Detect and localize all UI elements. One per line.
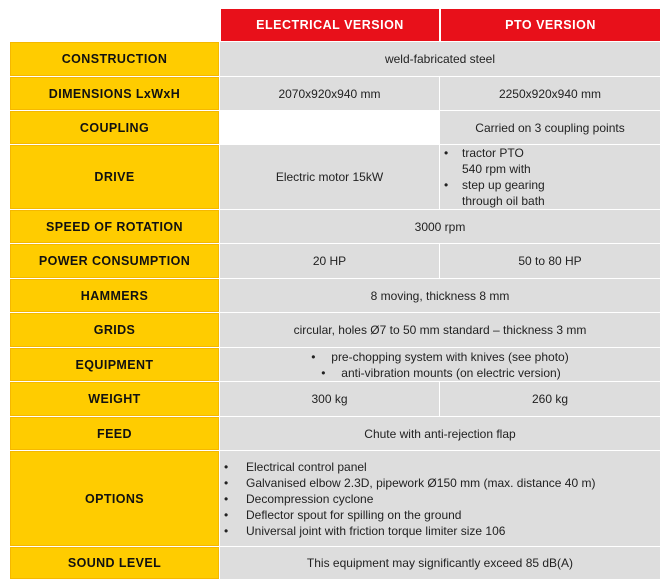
list-item: • pre-chopping system with knives (see photo) — [311, 349, 568, 365]
label-grids: GRIDS — [10, 313, 220, 348]
value-power-pto: 50 to 80 HP — [440, 244, 661, 279]
drive-item-line: through oil bath — [462, 194, 545, 208]
drive-item-line: • tractor PTO — [462, 146, 524, 160]
row-coupling — [10, 111, 661, 145]
value-drive-pto — [440, 145, 661, 210]
value-sound: This equipment may significantly exceed 85 dB(A) — [220, 547, 661, 580]
label-power: POWER CONSUMPTION — [10, 244, 220, 279]
list-item: • Electrical control panel — [220, 459, 660, 475]
label-feed: FEED — [10, 417, 220, 451]
row-grids — [10, 313, 661, 348]
value-weight-electrical: 300 kg — [220, 382, 440, 417]
value-weight-pto: 260 kg — [440, 382, 661, 417]
label-weight: WEIGHT — [10, 382, 220, 417]
drive-pto-list — [440, 145, 660, 209]
row-weight — [10, 382, 661, 417]
drive-item-line: 540 rpm with — [462, 162, 531, 176]
row-dimensions — [10, 77, 661, 111]
label-construction: CONSTRUCTION — [10, 42, 220, 77]
row-equipment — [10, 348, 661, 382]
row-sound — [10, 547, 661, 580]
value-speed: 3000 rpm — [220, 210, 661, 244]
value-power-electrical: 20 HP — [220, 244, 440, 279]
value-equipment — [220, 348, 661, 382]
list-item — [440, 145, 660, 177]
label-dimensions: DIMENSIONS LxWxH — [10, 77, 220, 111]
list-item: • anti-vibration mounts (on electric version) — [321, 365, 568, 381]
options-list — [220, 459, 660, 539]
list-item: • Universal joint with friction torque limiter size 106 — [220, 523, 660, 539]
label-sound: SOUND LEVEL — [10, 547, 220, 580]
row-construction — [10, 42, 661, 77]
label-equipment: EQUIPMENT — [10, 348, 220, 382]
equipment-list — [311, 349, 568, 381]
label-coupling: COUPLING — [10, 111, 220, 145]
list-item — [440, 177, 660, 209]
label-hammers: HAMMERS — [10, 279, 220, 313]
header-blank-cell — [10, 8, 220, 42]
row-drive — [10, 145, 661, 210]
row-options — [10, 451, 661, 547]
value-dimensions-electrical: 2070x920x940 mm — [220, 77, 440, 111]
value-drive-electrical: Electric motor 15kW — [220, 145, 440, 210]
list-item: • Deflector spout for spilling on the ground — [220, 507, 660, 523]
row-power — [10, 244, 661, 279]
value-options — [220, 451, 661, 547]
value-feed: Chute with anti-rejection flap — [220, 417, 661, 451]
value-hammers: 8 moving, thickness 8 mm — [220, 279, 661, 313]
value-grids: circular, holes Ø7 to 50 mm standard – thickness 3 mm — [220, 313, 661, 348]
value-dimensions-pto: 2250x920x940 mm — [440, 77, 661, 111]
row-feed — [10, 417, 661, 451]
value-coupling-electrical — [220, 111, 440, 145]
label-options: OPTIONS — [10, 451, 220, 547]
row-speed — [10, 210, 661, 244]
value-coupling-pto: Carried on 3 coupling points — [440, 111, 661, 145]
header-pto-version: PTO VERSION — [440, 8, 661, 42]
value-construction: weld-fabricated steel — [220, 42, 661, 77]
header-electrical-version: ELECTRICAL VERSION — [220, 8, 440, 42]
list-item: • Galvanised elbow 2.3D, pipework Ø150 mm (max. distance 40 m) — [220, 475, 660, 491]
header-row — [10, 8, 661, 42]
label-speed: SPEED OF ROTATION — [10, 210, 220, 244]
label-drive: DRIVE — [10, 145, 220, 210]
row-hammers — [10, 279, 661, 313]
spec-table — [10, 8, 661, 580]
list-item: • Decompression cyclone — [220, 491, 660, 507]
drive-item-line: • step up gearing — [462, 178, 545, 192]
